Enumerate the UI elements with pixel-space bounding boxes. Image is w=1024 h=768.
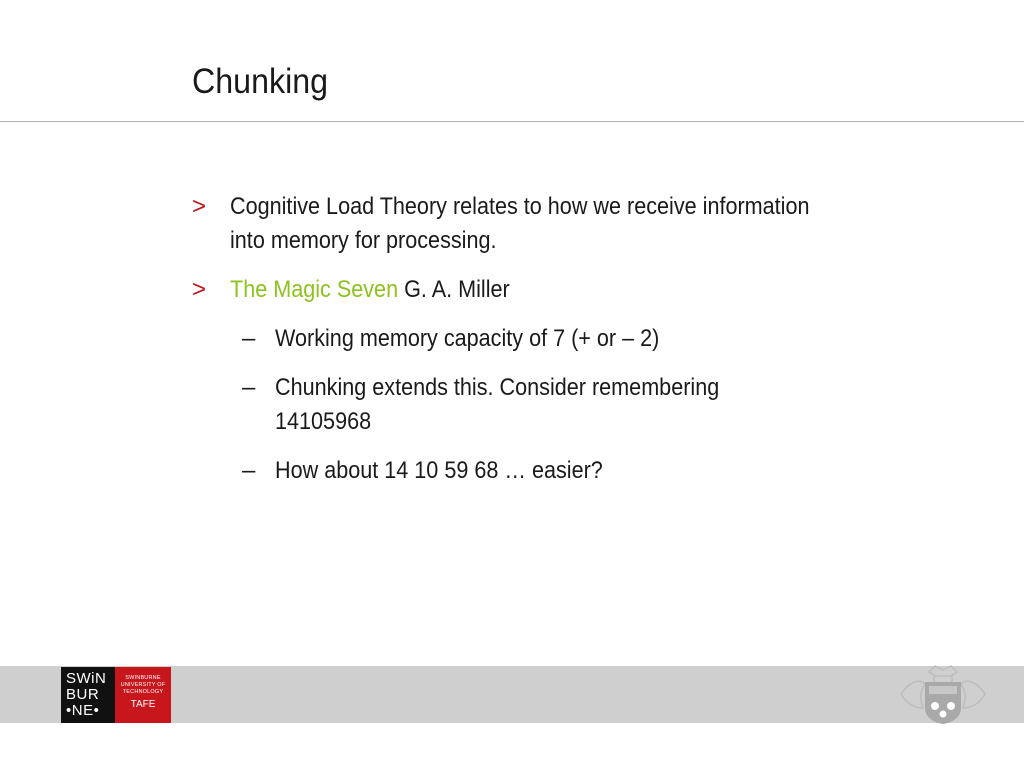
sub-bullet-text: How about 14 10 59 68 … easier? bbox=[275, 457, 603, 484]
slide-title: Chunking bbox=[192, 62, 329, 101]
sub-bullet-item bbox=[192, 454, 882, 488]
logo-wordmark bbox=[61, 667, 115, 723]
bullet-text-line: Cognitive Load Theory relates to how we receive information bbox=[230, 193, 810, 220]
bullet-marker: > bbox=[192, 193, 207, 220]
sub-bullet-text: Working memory capacity of 7 (+ or – 2) bbox=[275, 325, 660, 352]
bullet-text-line: into memory for processing. bbox=[230, 227, 497, 254]
bullet-marker: > bbox=[192, 276, 207, 303]
swinburne-logo bbox=[61, 667, 171, 723]
logo-line: SWiN bbox=[66, 670, 107, 687]
logo-tafe-panel bbox=[115, 667, 171, 723]
logo-line: BUR bbox=[66, 686, 100, 703]
logo-tafe-text: TAFE bbox=[130, 699, 156, 710]
sub-bullet-item bbox=[192, 371, 882, 439]
sub-bullet-marker: – bbox=[242, 457, 256, 484]
crest-icon bbox=[895, 664, 991, 724]
sub-bullet-text: Chunking extends this. Consider remembering 14105968 bbox=[275, 374, 720, 435]
bullet-text bbox=[230, 190, 817, 258]
bullet-item bbox=[192, 273, 882, 307]
sub-bullet-marker: – bbox=[242, 374, 256, 401]
sub-bullet-item bbox=[192, 322, 882, 356]
title-divider bbox=[0, 121, 1024, 122]
logo-small-line: UNIVERSITY OF bbox=[120, 682, 166, 688]
author-text: G. A. Miller bbox=[398, 276, 510, 303]
logo-small-line: SWINBURNE bbox=[125, 675, 161, 681]
sub-bullet-marker: – bbox=[242, 325, 256, 352]
highlight-text: The Magic Seven bbox=[230, 276, 399, 303]
logo-small-line: TECHNOLOGY bbox=[122, 689, 164, 695]
bullet-text bbox=[230, 273, 817, 307]
slide-body bbox=[192, 190, 882, 503]
bullet-item bbox=[192, 190, 882, 258]
logo-line: •NE• bbox=[66, 702, 100, 719]
